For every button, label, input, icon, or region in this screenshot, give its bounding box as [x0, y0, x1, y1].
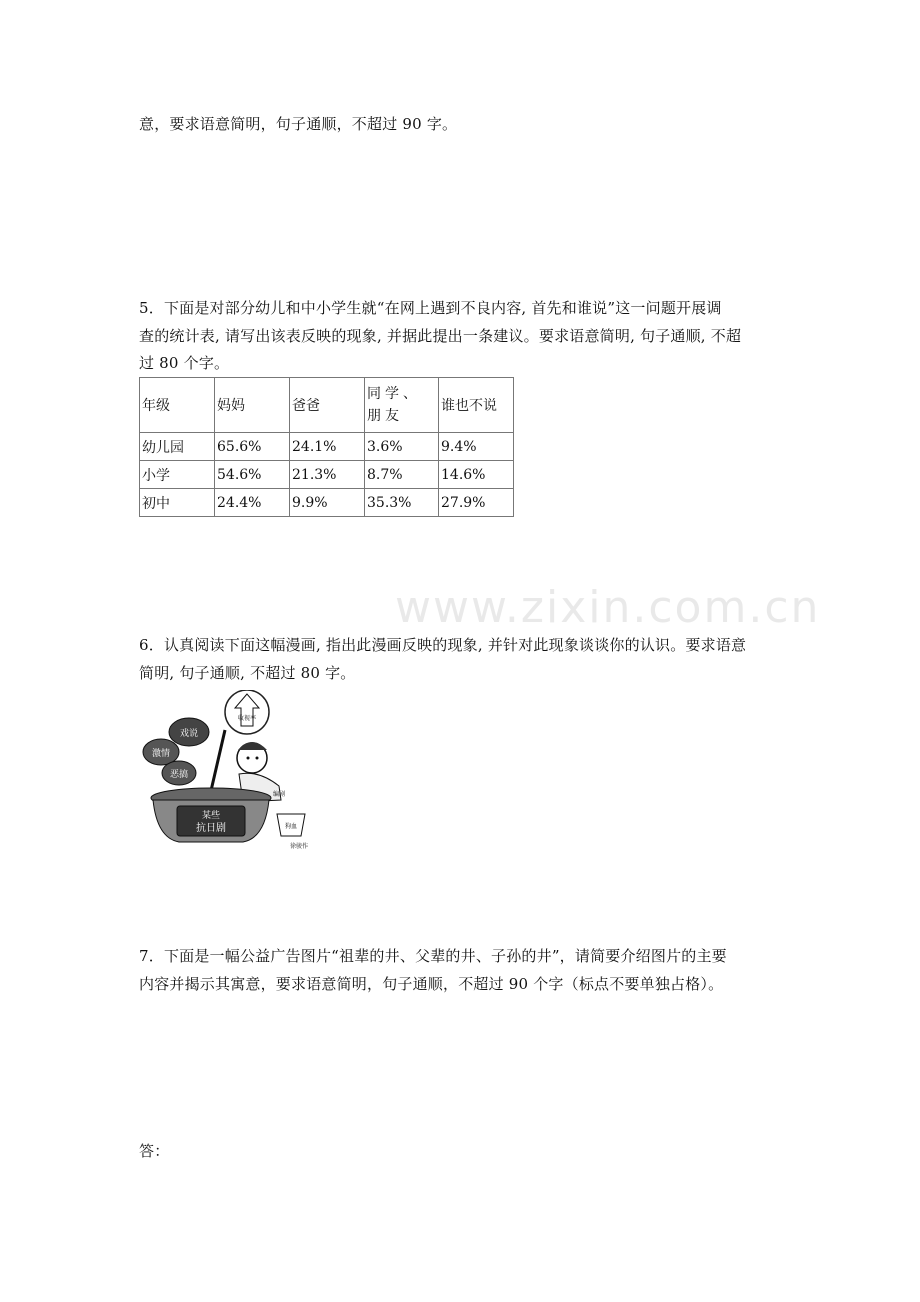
table-cell: 24.4% [215, 489, 290, 517]
ratings-arrow-icon [225, 690, 269, 734]
table-header-cell: 爸爸 [290, 378, 365, 433]
table-header-row [140, 378, 514, 433]
cloud-xishuo [169, 718, 209, 746]
bucket [277, 814, 305, 836]
cartoon-label: 狗血 [284, 823, 298, 830]
table-header-cell: 同学、朋友 [365, 378, 439, 433]
cartoon-label: 抗日剧 [196, 823, 226, 834]
table-cell: 21.3% [290, 461, 365, 489]
table-header-cell: 谁也不说 [439, 378, 514, 433]
table-cell: 8.7% [365, 461, 439, 489]
q5-line-1: 5．下面是对部分幼儿和中小学生就“在网上遇到不良内容, 首先和谁说”这一问题开展调 [139, 299, 722, 317]
cartoon-label: 收视率 [237, 715, 257, 722]
watermark: www.zixin.com.cn [395, 582, 821, 633]
cartoon-label: 恶搞 [169, 770, 189, 780]
intro-line: 意，要求语意简明，句子通顺，不超过 90 字。 [139, 115, 458, 133]
table-cell: 54.6% [215, 461, 290, 489]
table-cell: 24.1% [290, 433, 365, 461]
answer-label: 答： [139, 1142, 170, 1160]
table-header-cell: 年级 [140, 378, 215, 433]
q7-line-1: 7．下面是一幅公益广告图片“祖辈的井、父辈的井、子孙的井”，请简要介绍图片的主要 [139, 947, 727, 965]
table-cell: 27.9% [439, 489, 514, 517]
cartoon-label: 戏说 [179, 729, 199, 739]
table-cell: 3.6% [365, 433, 439, 461]
q6-line-2: 简明, 句子通顺, 不超过 80 字。 [139, 664, 356, 682]
table-cell: 65.6% [215, 433, 290, 461]
table-row [140, 489, 514, 517]
table-cell: 幼儿园 [140, 433, 215, 461]
table-cell: 14.6% [439, 461, 514, 489]
table-cell: 9.9% [290, 489, 365, 517]
q5-line-3: 过 80 个字。 [139, 354, 230, 372]
pot [151, 788, 271, 842]
cartoon-image [139, 690, 329, 852]
table-row [140, 433, 514, 461]
cartoon-label: 某些 [201, 811, 221, 821]
survey-table [139, 377, 514, 517]
table-cell: 35.3% [365, 489, 439, 517]
table-cell: 小学 [140, 461, 215, 489]
q6-line-1: 6．认真阅读下面这幅漫画, 指出此漫画反映的现象, 并针对此现象谈谈你的认识。要求语意 [139, 636, 747, 654]
table-header-cell: 妈妈 [215, 378, 290, 433]
cartoon-signature: 徐骏作 [289, 843, 309, 850]
q5-line-2: 查的统计表, 请写出该表反映的现象, 并据此提出一条建议。要求语意简明, 句子通顺, 不超 [139, 327, 742, 345]
cartoon-label: 激情 [151, 749, 171, 759]
cloud-egao [162, 761, 196, 785]
table-cell: 9.4% [439, 433, 514, 461]
table-cell: 初中 [140, 489, 215, 517]
table-row [140, 461, 514, 489]
q7-line-2: 内容并揭示其寓意，要求语意简明，句子通顺，不超过 90 个字（标点不要单独占格）。 [139, 975, 724, 993]
cartoon-label: 编剧 [273, 791, 286, 798]
